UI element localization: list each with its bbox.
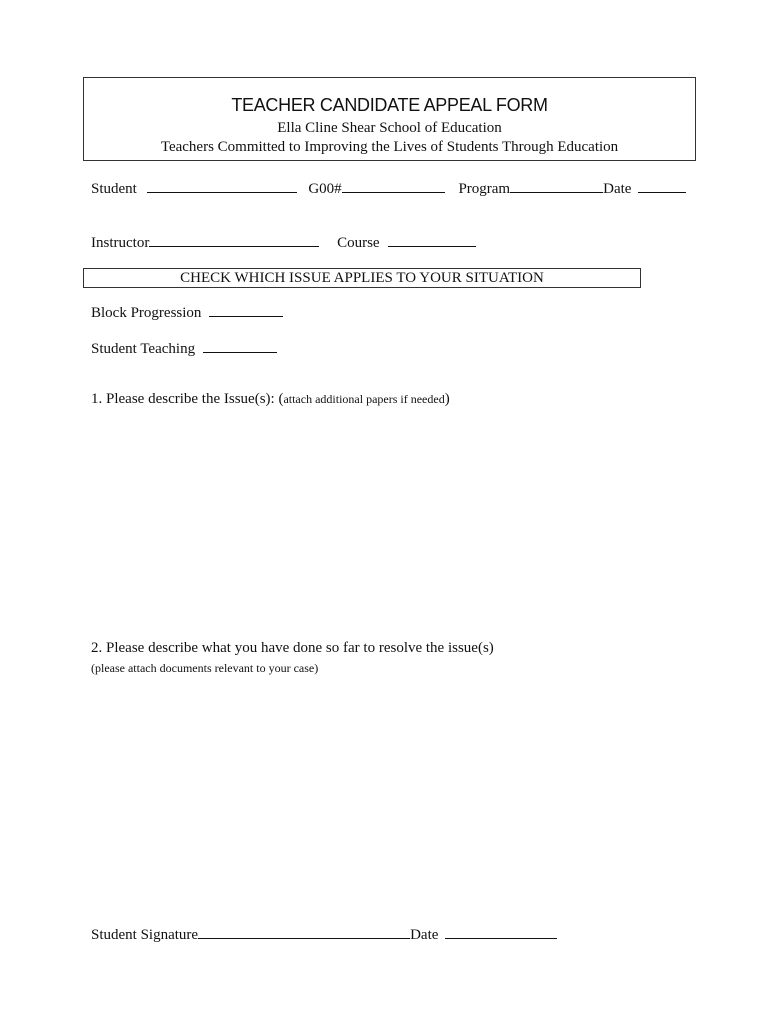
signature-label: Student Signature (91, 927, 199, 943)
g00-label: G00# (308, 181, 342, 197)
instructor-field[interactable] (149, 234, 319, 247)
g00-field[interactable] (342, 180, 445, 193)
form-header (83, 77, 696, 161)
student-teaching-label: Student Teaching (91, 341, 196, 357)
instructor-label: Instructor (91, 235, 150, 251)
question-1 (91, 391, 450, 408)
student-label: Student (91, 181, 137, 197)
date-field[interactable] (638, 180, 686, 193)
issue-description-area[interactable] (91, 415, 691, 625)
school-tagline: Teachers Committed to Improving the Lives of Students Through Education (160, 139, 619, 155)
question-1-note: attach additional papers if needed (283, 392, 445, 406)
signature-row (91, 926, 557, 944)
form-title: TEACHER CANDIDATE APPEAL FORM (231, 95, 548, 115)
block-progression-option (91, 304, 283, 322)
student-teaching-option (91, 340, 277, 358)
block-progression-checkline[interactable] (209, 304, 283, 317)
question-2 (91, 640, 494, 657)
school-name: Ella Cline Shear School of Education (277, 120, 502, 136)
student-info-row (91, 180, 686, 198)
resolution-description-area[interactable] (91, 685, 691, 910)
signature-date-label: Date (410, 927, 439, 943)
program-label: Program (458, 181, 511, 197)
student-name-field[interactable] (147, 180, 297, 193)
question-1-close: ) (444, 391, 450, 407)
check-issue-heading: CHECK WHICH ISSUE APPLIES TO YOUR SITUATION (83, 268, 641, 288)
program-field[interactable] (510, 180, 603, 193)
signature-field[interactable] (198, 926, 410, 939)
course-label: Course (337, 235, 380, 251)
question-1-text: 1. Please describe the Issue(s): ( (91, 391, 284, 407)
block-progression-label: Block Progression (91, 305, 202, 321)
instructor-row (91, 234, 476, 252)
date-label: Date (603, 181, 632, 197)
course-field[interactable] (388, 234, 476, 247)
signature-date-field[interactable] (445, 926, 557, 939)
question-2-text: 2. Please describe what you have done so far to resolve the issue(s) (91, 640, 494, 656)
question-2-note: (please attach documents relevant to your case) (91, 661, 319, 675)
student-teaching-checkline[interactable] (203, 340, 277, 353)
